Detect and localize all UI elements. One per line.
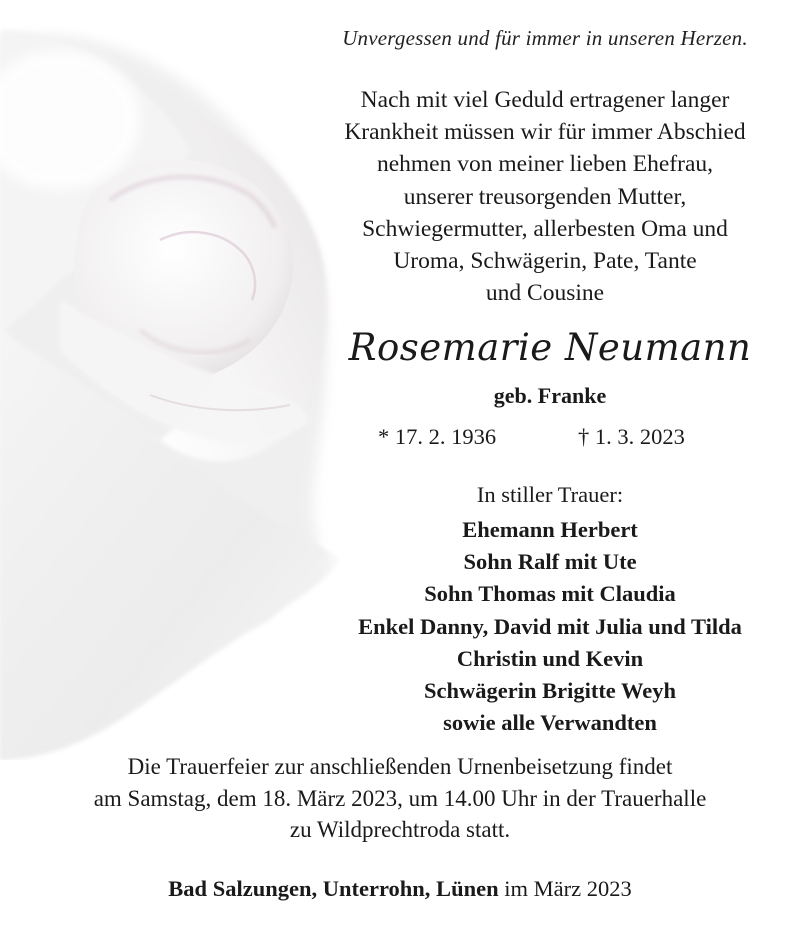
mourners-list: [300, 514, 800, 739]
mourner-entry: Ehemann Herbert: [462, 517, 638, 542]
intro-line: nehmen von meiner lieben Ehefrau,: [376, 151, 714, 178]
footer: [0, 876, 800, 902]
ceremony-line: am Samstag, dem 18. März 2023, um 14.00 Uhr in der Trauerhalle: [93, 785, 707, 811]
maiden-name: geb. Franke: [493, 383, 607, 408]
mourner-entry: Schwägerin Brigitte Weyh: [423, 678, 677, 704]
mourner-entry: sowie alle Verwandten: [443, 710, 657, 736]
intro-text: [310, 84, 780, 309]
ceremony-line: Die Trauerfeier zur anschließenden Urnenbeisetzung findet: [127, 754, 673, 779]
birth-date: * 17. 2. 1936: [378, 424, 497, 449]
motto: Unvergessen und für immer in unseren Herzen.: [342, 26, 748, 50]
mourner-entry: Sohn Thomas mit Claudia: [424, 581, 676, 607]
intro-line: Schwiegermutter, allerbesten Oma und: [362, 215, 728, 242]
death-date: † 1. 3. 2023: [578, 424, 685, 449]
intro-line: Krankheit müssen wir für immer Abschied: [344, 119, 746, 146]
intro-line: unserer treusorgenden Mutter,: [403, 183, 687, 210]
footer-date: im März 2023: [504, 876, 632, 901]
deceased-name: Rosemarie Neumann: [348, 326, 752, 369]
mourner-entry: Sohn Ralf mit Ute: [463, 549, 637, 575]
intro-line: Uroma, Schwägerin, Pate, Tante: [393, 248, 697, 275]
intro-line: Nach mit viel Geduld ertragener langer: [360, 87, 730, 113]
mourning-heading: In stiller Trauer:: [476, 482, 624, 507]
ceremony-info: [0, 751, 800, 846]
ceremony-line: zu Wildprechtroda statt.: [289, 817, 511, 842]
mourner-entry: Enkel Danny, David mit Julia und Tilda: [358, 613, 742, 639]
footer-places: Bad Salzungen, Unterrohn, Lünen: [168, 876, 499, 901]
mourner-entry: Christin und Kevin: [456, 645, 644, 671]
intro-line: und Cousine: [485, 280, 605, 307]
